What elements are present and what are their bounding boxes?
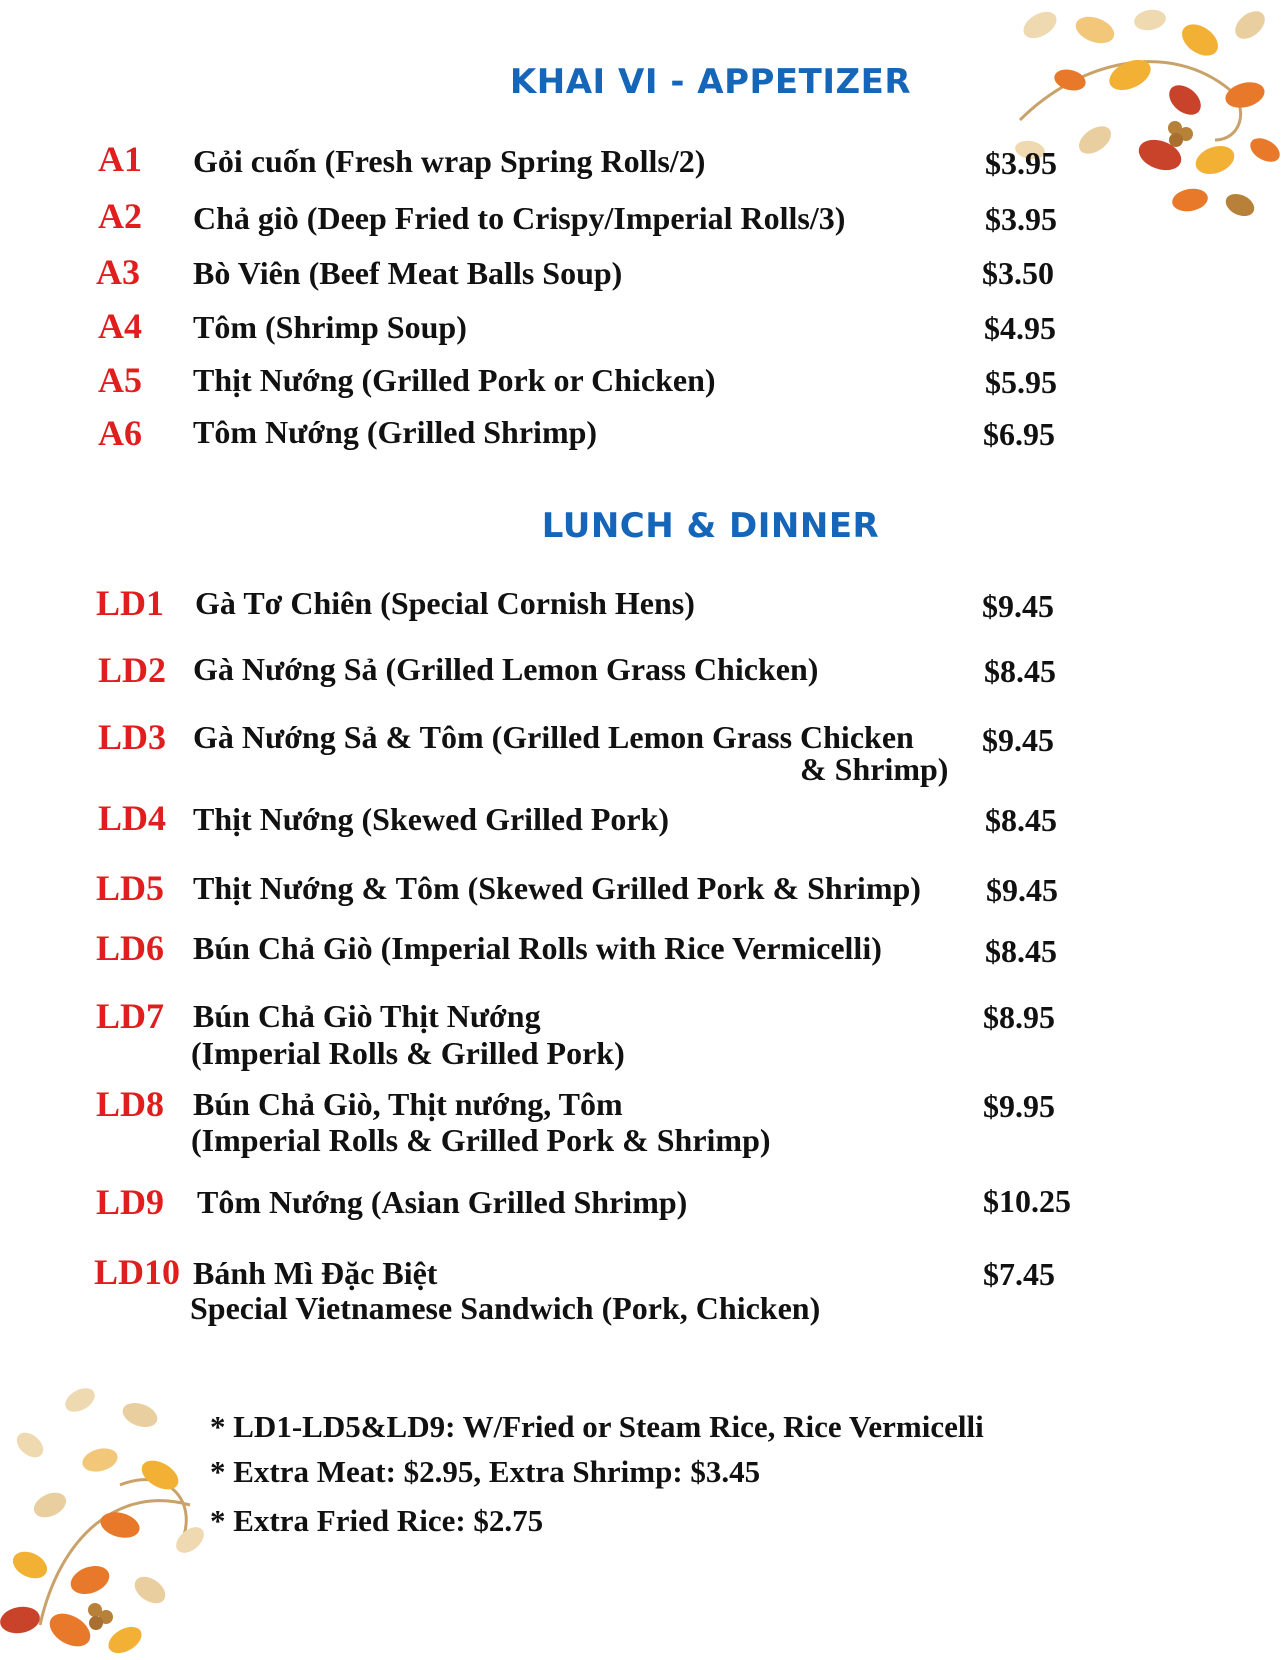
item-name-continued: Special Vietnamese Sandwich (Pork, Chicken) [190, 1290, 821, 1326]
item-name-continued: & Shrimp) [800, 751, 949, 787]
note-extra-meat: * Extra Meat: $2.95, Extra Shrimp: $3.45 [210, 1454, 761, 1489]
item-price: $5.95 [985, 364, 1057, 400]
item-name: Thịt Nướng & Tôm (Skewed Grilled Pork & Shrimp) [193, 870, 921, 906]
item-name: Bún Chả Giò, Thịt nướng, Tôm [193, 1086, 623, 1122]
item-price: $8.45 [985, 933, 1057, 969]
item-name: Gà Tơ Chiên (Special Cornish Hens) [195, 585, 695, 621]
item-name-continued: (Imperial Rolls & Grilled Pork & Shrimp) [191, 1122, 771, 1158]
appetizer-heading: KHAI VI - APPETIZER [509, 62, 912, 102]
item-price: $6.95 [983, 416, 1055, 452]
item-price: $8.45 [984, 653, 1056, 689]
item-code: A5 [98, 360, 142, 400]
item-code: LD5 [96, 868, 165, 908]
item-price: $3.95 [985, 201, 1057, 237]
item-price: $3.95 [985, 145, 1057, 181]
item-name: Gà Nướng Sả & Tôm (Grilled Lemon Grass Chicken [193, 719, 914, 755]
item-code: LD4 [98, 798, 167, 838]
item-name: Tôm Nướng (Asian Grilled Shrimp) [197, 1184, 688, 1220]
item-code: LD6 [96, 928, 165, 968]
item-price: $9.45 [986, 872, 1058, 908]
item-price: $10.25 [983, 1183, 1071, 1219]
item-name: Bún Chả Giò Thịt Nướng [193, 998, 541, 1034]
note-rice-options: * LD1-LD5&LD9: W/Fried or Steam Rice, Rice Vermicelli [210, 1409, 984, 1444]
item-code: A3 [96, 252, 140, 292]
autumn-leaves-decoration-top-right [1000, 0, 1285, 235]
item-price: $8.95 [983, 999, 1055, 1035]
note-extra-fried-rice: * Extra Fried Rice: $2.75 [210, 1503, 544, 1538]
item-name-continued: (Imperial Rolls & Grilled Pork) [191, 1035, 625, 1071]
item-name: Gà Nướng Sả (Grilled Lemon Grass Chicken) [193, 651, 819, 687]
item-name: Bún Chả Giò (Imperial Rolls with Rice Vermicelli) [193, 930, 882, 966]
item-name: Thịt Nướng (Grilled Pork or Chicken) [193, 362, 716, 398]
item-name: Tôm Nướng (Grilled Shrimp) [193, 414, 598, 450]
item-price: $4.95 [984, 310, 1056, 346]
item-name: Bánh Mì Đặc Biệt [193, 1255, 438, 1291]
item-name: Chả giò (Deep Fried to Crispy/Imperial Rolls/3) [193, 200, 846, 236]
item-code: LD8 [96, 1084, 165, 1124]
item-name: Gỏi cuốn (Fresh wrap Spring Rolls/2) [193, 143, 706, 179]
item-code: LD3 [98, 717, 167, 757]
item-name: Thịt Nướng (Skewed Grilled Pork) [193, 801, 670, 837]
item-price: $9.95 [983, 1088, 1055, 1124]
item-name: Tôm (Shrimp Soup) [193, 309, 467, 345]
item-name: Bò Viên (Beef Meat Balls Soup) [193, 255, 623, 291]
item-code: LD7 [96, 996, 165, 1036]
item-code: A4 [98, 306, 142, 346]
item-code: A1 [98, 139, 142, 179]
lunch-dinner-heading: LUNCH & DINNER [541, 506, 880, 546]
item-code: LD1 [96, 583, 165, 623]
item-price: $7.45 [983, 1256, 1055, 1292]
item-code: LD10 [94, 1252, 181, 1292]
autumn-leaves-decoration-bottom-left [0, 1375, 240, 1660]
item-price: $8.45 [985, 802, 1057, 838]
item-code: LD2 [98, 650, 167, 690]
item-code: LD9 [96, 1182, 165, 1222]
item-code: A2 [98, 196, 142, 236]
item-price: $3.50 [982, 255, 1054, 291]
item-code: A6 [98, 413, 142, 453]
item-price: $9.45 [982, 722, 1054, 758]
item-price: $9.45 [982, 588, 1054, 624]
